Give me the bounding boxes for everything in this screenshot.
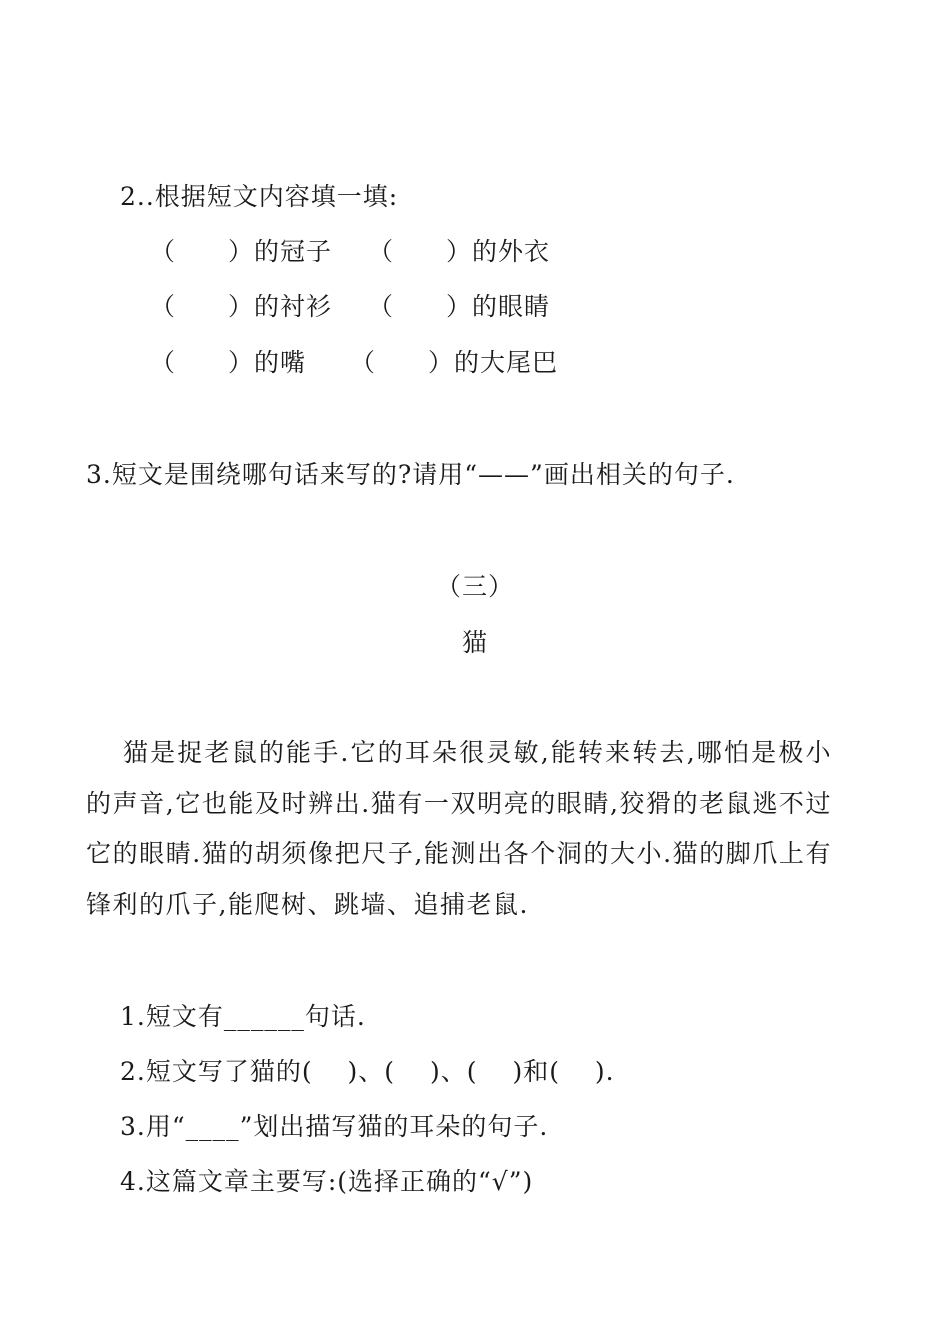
question-item: 4.这篇文章主要写:(选择正确的“√”) <box>120 1167 534 1196</box>
question-item: 2.短文写了猫的( )、( )、( )和( ). <box>120 1057 615 1086</box>
passage-text: 猫是捉老鼠的能手.它的耳朵很灵敏,能转来转去,哪怕是极小的声音,它也能及时辨出.猫有一双明亮的眼睛,狡猾的老鼠逃不过它的眼睛.猫的胡须像把尺子,能测出各个洞的大小.猫的脚爪上有锋利的爪子,能爬树、跳墙、追捕老鼠. <box>86 738 832 919</box>
question-item: 1.短文有______句话. <box>120 1002 366 1031</box>
fill-blank-item: （ ）的嘴 <box>150 348 307 377</box>
fill-blank-item: （ ）的衬衫 <box>150 292 333 321</box>
passage-title: 猫 <box>461 628 488 657</box>
section-label: （三） <box>435 572 514 601</box>
question-item: 3.用“____”划出描写猫的耳朵的句子. <box>120 1112 549 1141</box>
fill-blank-item: （ ）的眼睛 <box>368 292 551 321</box>
question-3: 3.短文是围绕哪句话来写的?请用“——”画出相关的句子. <box>86 460 735 489</box>
fill-blank-item: （ ）的外衣 <box>368 237 551 266</box>
fill-blank-item: （ ）的大尾巴 <box>350 348 559 377</box>
fill-blank-item: （ ）的冠子 <box>150 237 333 266</box>
question-2-prompt: 2..根据短文内容填一填: <box>120 182 399 211</box>
